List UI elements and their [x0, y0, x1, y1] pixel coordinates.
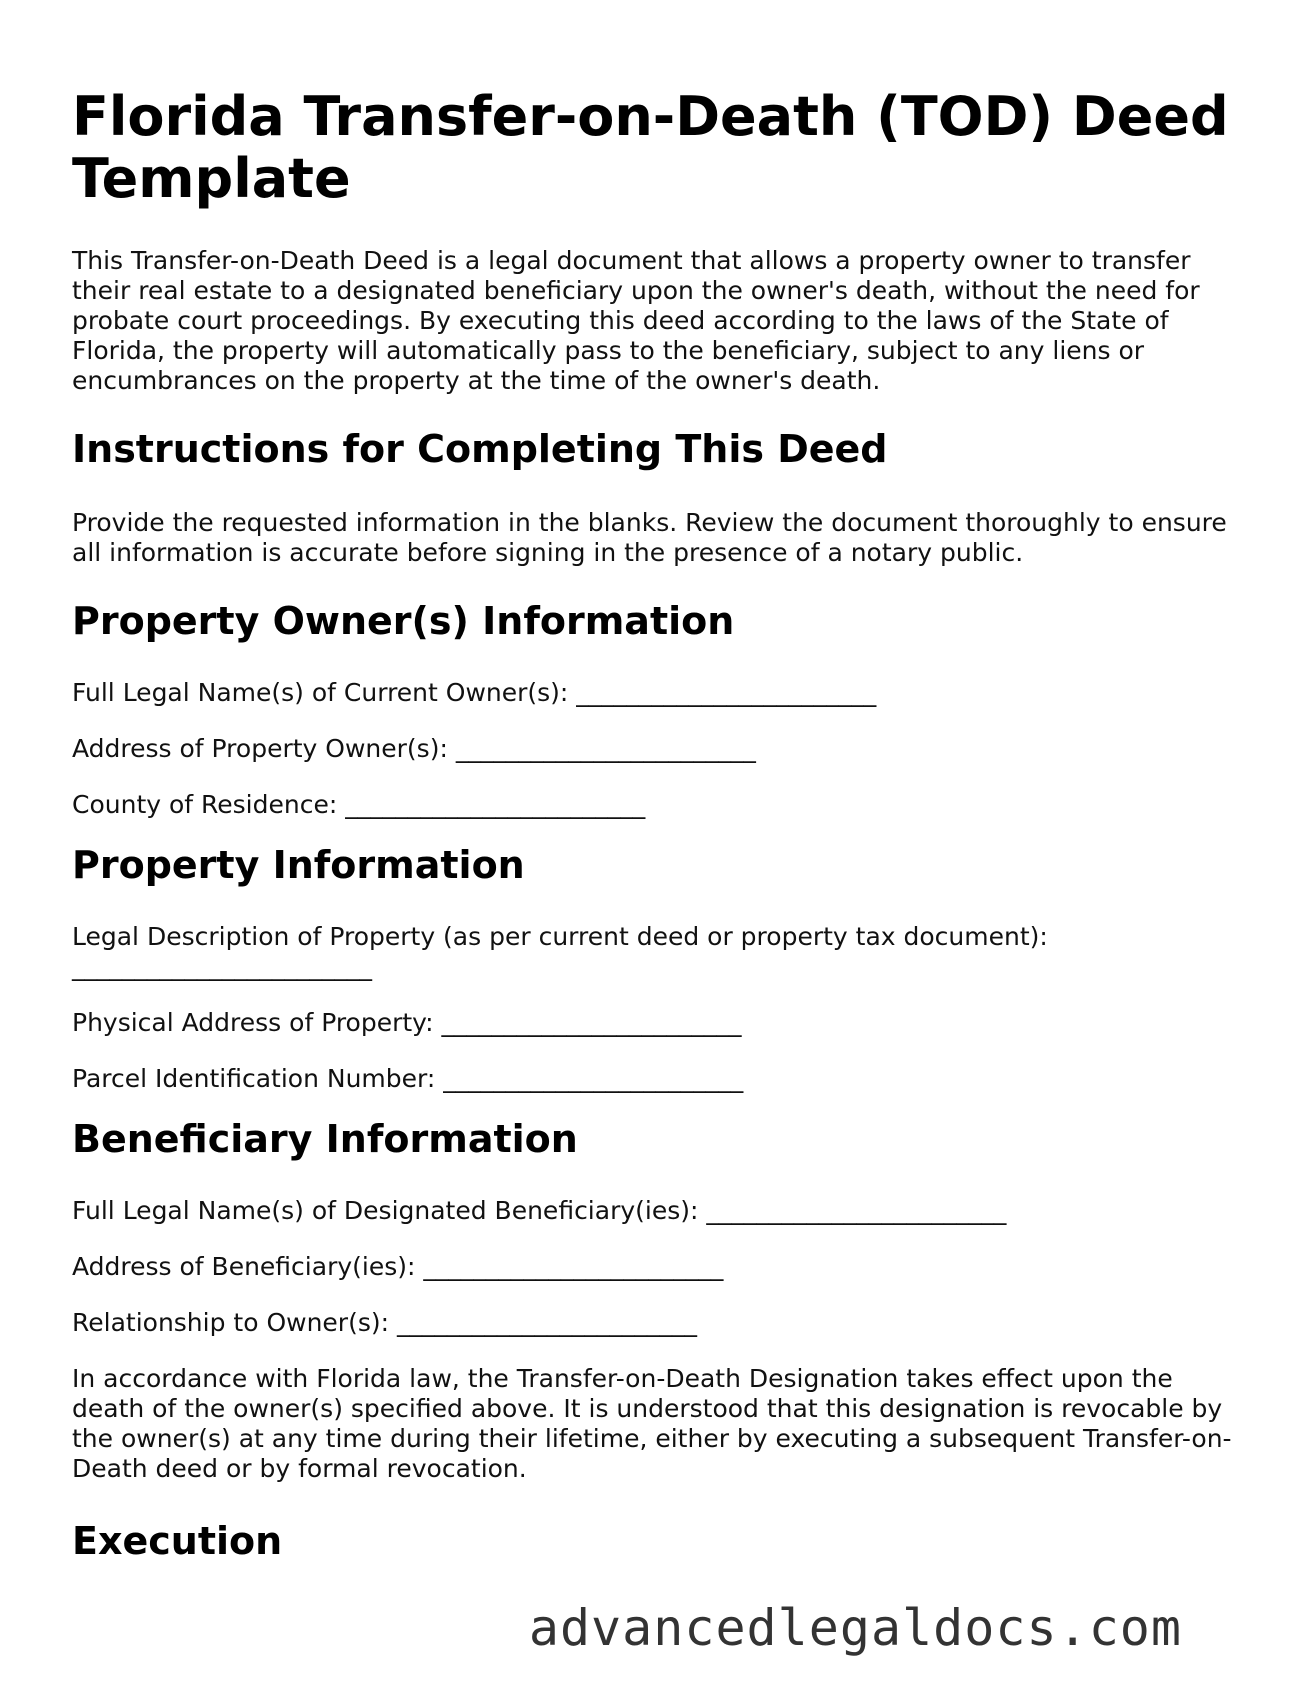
owner-address-field: Address of Property Owner(s): ________________________ [72, 734, 756, 763]
document-title: Florida Transfer-on-Death (TOD) Deed Template [72, 85, 1229, 210]
owner-section-heading: Property Owner(s) Information [72, 599, 735, 643]
parcel-id-field: Parcel Identification Number: ________________________ [72, 1064, 744, 1093]
document-page [72, 86, 1242, 1564]
watermark: advancedlegaldocs.com [528, 1599, 1182, 1657]
relationship-field: Relationship to Owner(s): ________________________ [72, 1308, 697, 1337]
designation-paragraph: In accordance with Florida law, the Transfer-on-Death Designation takes effect upon the death of the owner(s) specified above. It is understood that this designation is revocable by the owner(s) at any time during their lifetime, either by executing a subsequent Transfer-on-Death deed or by formal revocation. [72, 1364, 1232, 1483]
property-section-heading: Property Information [72, 843, 525, 887]
execution-heading: Execution [72, 1519, 283, 1563]
intro-paragraph: This Transfer-on-Death Deed is a legal document that allows a property owner to transfer their real estate to a designated beneficiary upon the owner's death, without the need for probate court proceedings. By executing this deed according to the laws of the State of Florida, the property will automatically pass to the beneficiary, subject to any liens or encumbrances on the property at the time of the owner's death. [72, 246, 1200, 395]
legal-description-field: Legal Description of Property (as per current deed or property tax document): ________________________ [72, 922, 1048, 981]
beneficiary-section-heading: Beneficiary Information [72, 1117, 578, 1161]
physical-address-field: Physical Address of Property: ________________________ [72, 1008, 742, 1037]
beneficiary-address-field: Address of Beneficiary(ies): ________________________ [72, 1252, 724, 1281]
instructions-paragraph: Provide the requested information in the blanks. Review the document thoroughly to ensure all information is accurate before signing in the presence of a notary public. [72, 508, 1227, 567]
owner-name-field: Full Legal Name(s) of Current Owner(s): ________________________ [72, 678, 877, 707]
county-of-residence-field: County of Residence: ________________________ [72, 790, 646, 819]
beneficiary-name-field: Full Legal Name(s) of Designated Beneficiary(ies): ________________________ [72, 1196, 1007, 1225]
instructions-heading: Instructions for Completing This Deed [72, 427, 888, 471]
